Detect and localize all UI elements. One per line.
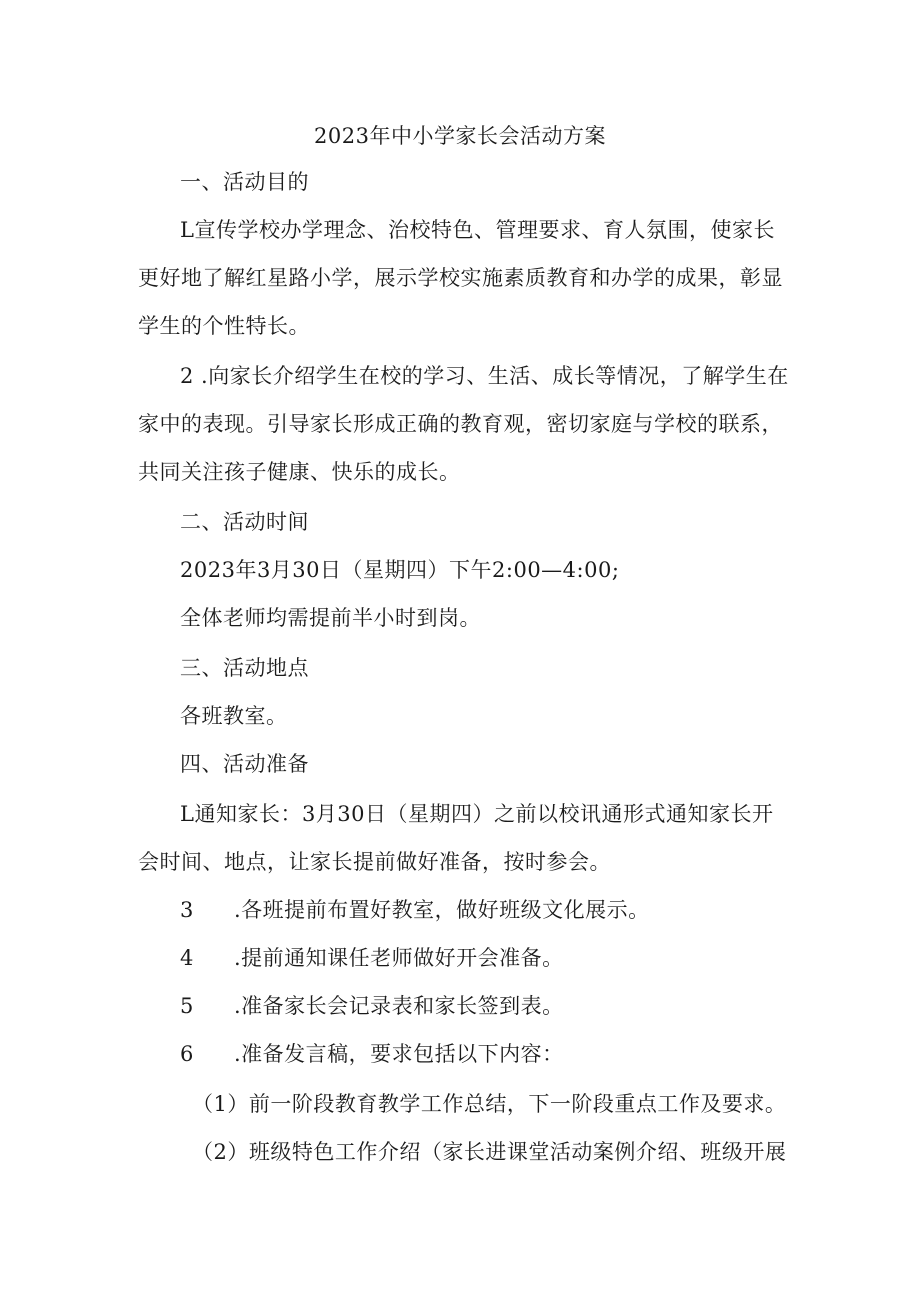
paragraph-line: 更好地了解红星路小学，展示学校实施素质教育和办学的成果，彰显 <box>138 266 783 290</box>
item-number: 5 <box>180 994 194 1018</box>
paragraph-line: 会时间、地点，让家长提前做好准备，按时参会。 <box>138 850 611 874</box>
item-number: 4 <box>180 946 194 970</box>
paragraph-line: 共同关注孩子健康、快乐的成长。 <box>138 460 461 484</box>
item-text: .各班提前布置好教室，做好班级文化展示。 <box>234 898 650 922</box>
heading-activity-time: 二、活动时间 <box>180 510 309 534</box>
sub-item: （2）班级特色工作介绍（家长进课堂活动案例介绍、班级开展 <box>192 1140 787 1164</box>
sub-item: （1）前一阶段教育教学工作总结，下一阶段重点工作及要求。 <box>192 1092 787 1116</box>
paragraph-line: L通知家长：3月30日（星期四）之前以校讯通形式通知家长开 <box>180 802 774 826</box>
paragraph-line: 2 .向家长介绍学生在校的学习、生活、成长等情况，了解学生在 <box>180 364 789 388</box>
document-title: 2023年中小学家长会活动方案 <box>314 124 606 148</box>
heading-activity-purpose: 一、活动目的 <box>180 170 309 194</box>
paragraph-line: 2023年3月30日（星期四）下午2:00—4:00; <box>180 558 620 582</box>
item-text: .提前通知课任老师做好开会准备。 <box>234 946 564 970</box>
paragraph-line: 家中的表现。引导家长形成正确的教育观，密切家庭与学校的联系， <box>138 412 783 436</box>
paragraph-line: L宣传学校办学理念、治校特色、管理要求、育人氛围，使家长 <box>180 218 775 242</box>
paragraph-line: 学生的个性特长。 <box>138 314 310 338</box>
numbered-item <box>180 1042 564 1066</box>
item-text: .准备发言稿，要求包括以下内容： <box>234 1042 564 1066</box>
paragraph-line: 各班教室。 <box>180 704 288 728</box>
paragraph-line: 全体老师均需提前半小时到岗。 <box>180 606 481 630</box>
item-number: 6 <box>180 1042 194 1066</box>
numbered-item <box>180 994 564 1018</box>
numbered-item <box>180 946 564 970</box>
numbered-item <box>180 898 650 922</box>
item-number: 3 <box>180 898 194 922</box>
heading-activity-location: 三、活动地点 <box>180 656 309 680</box>
heading-activity-preparation: 四、活动准备 <box>180 752 309 776</box>
item-text: .准备家长会记录表和家长签到表。 <box>234 994 564 1018</box>
